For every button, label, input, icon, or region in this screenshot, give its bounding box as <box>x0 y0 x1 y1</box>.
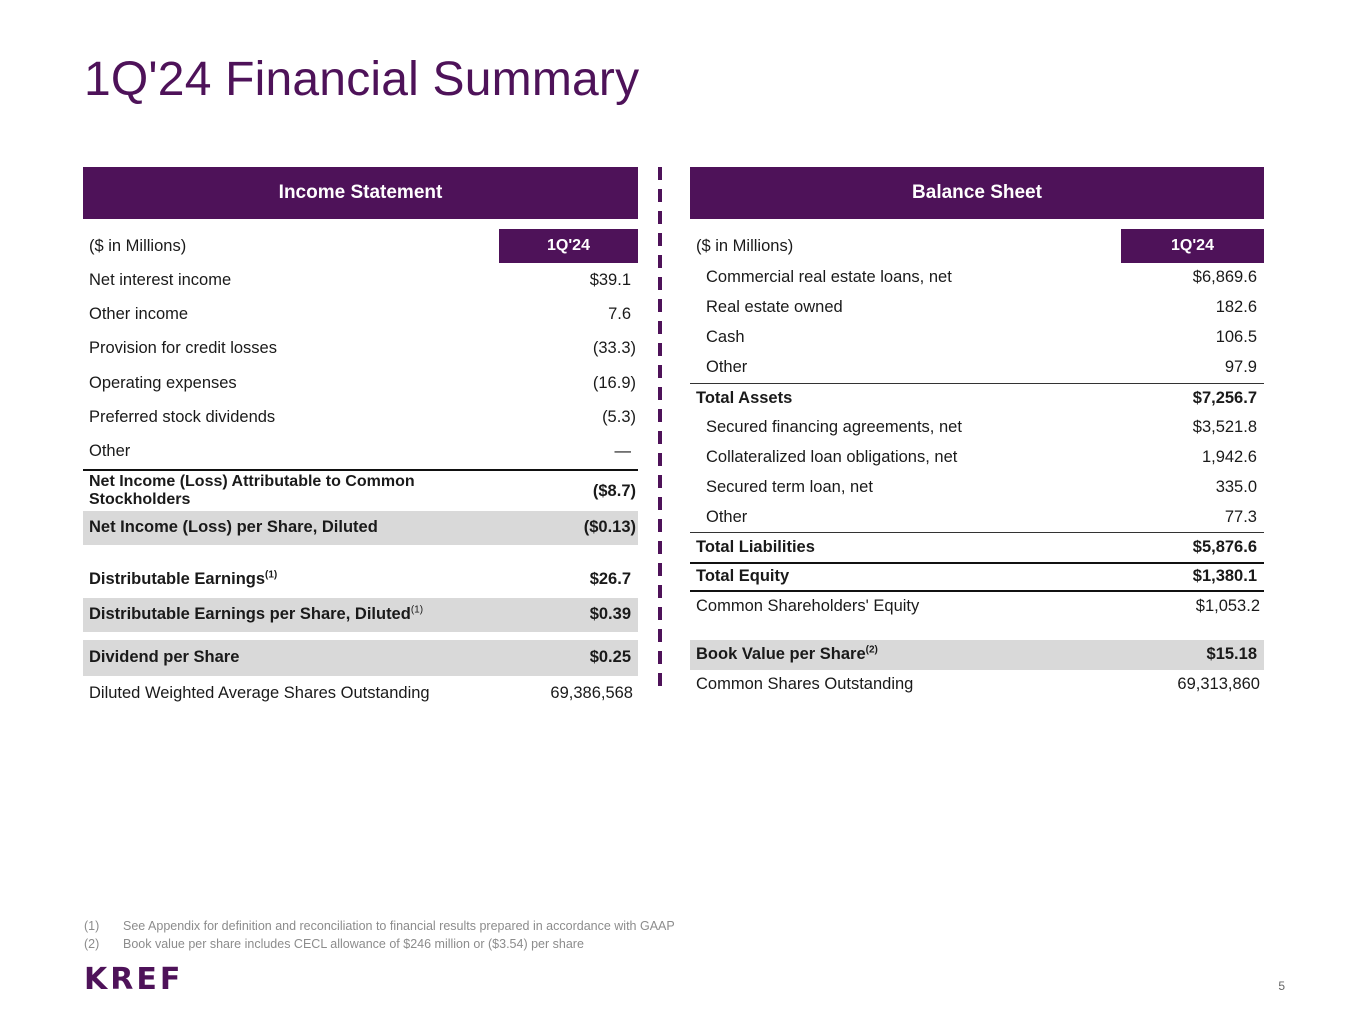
row-value: $0.39 <box>589 605 631 624</box>
row-label: Secured financing agreements, net <box>706 417 962 436</box>
row-label: Net interest income <box>89 270 232 289</box>
table-row <box>690 323 1264 353</box>
table-row <box>690 412 1264 442</box>
net-income-per-share-row <box>83 511 638 545</box>
balance-sheet-rows <box>690 263 1264 700</box>
row-value: $5,876.6 <box>1192 537 1257 556</box>
footnote-marker: (2) <box>865 644 878 656</box>
footnote-marker: (1) <box>265 569 278 581</box>
row-label: Collateralized loan obligations, net <box>706 447 958 466</box>
row-label: Total Assets <box>696 388 793 407</box>
dividend-per-share-row <box>83 640 638 676</box>
row-label: Net Income (Loss) per Share, Diluted <box>89 518 378 537</box>
row-value: (16.9) <box>592 373 636 392</box>
book-value-per-share-row <box>690 640 1264 670</box>
income-statement-panel <box>83 167 638 712</box>
table-row <box>83 366 638 400</box>
table-row <box>690 293 1264 323</box>
table-row <box>83 434 638 468</box>
row-label: Common Shares Outstanding <box>696 675 914 694</box>
row-label: Real estate owned <box>706 298 843 317</box>
row-label: Diluted Weighted Average Shares Outstanding <box>89 684 430 703</box>
unit-label: ($ in Millions) <box>89 236 187 255</box>
income-statement-header: Income Statement <box>83 167 638 219</box>
row-label: Operating expenses <box>89 373 237 392</box>
row-value: $0.25 <box>589 648 631 667</box>
unit-label: ($ in Millions) <box>696 236 794 255</box>
row-label: Other <box>89 442 131 461</box>
footnote-item <box>84 935 675 953</box>
footnote-item <box>84 917 675 935</box>
table-row <box>690 502 1264 532</box>
total-equity-row <box>690 562 1264 592</box>
row-value: $26.7 <box>589 570 631 589</box>
total-assets-row <box>690 383 1264 413</box>
row-label: Other <box>706 507 748 526</box>
row-label <box>83 605 423 624</box>
income-statement-unit-row <box>83 229 638 263</box>
diluted-shares-row <box>83 676 638 712</box>
row-value: 335.0 <box>1215 477 1257 496</box>
distributable-earnings-row <box>83 562 638 598</box>
row-label: Other <box>706 358 748 377</box>
row-label: Secured term loan, net <box>706 477 873 496</box>
table-row <box>690 263 1264 293</box>
common-equity-row <box>690 592 1264 622</box>
row-label: Dividend per Share <box>89 648 240 667</box>
row-label: Provision for credit losses <box>89 339 277 358</box>
table-row <box>83 332 638 366</box>
row-value: (33.3) <box>592 339 636 358</box>
balance-sheet-panel <box>690 167 1264 700</box>
row-label: Commercial real estate loans, net <box>706 268 952 287</box>
row-value: 106.5 <box>1215 328 1257 347</box>
dashed-divider <box>658 167 662 687</box>
row-label: Total Equity <box>696 567 790 586</box>
row-value: $3,521.8 <box>1192 417 1257 436</box>
balance-sheet-header: Balance Sheet <box>690 167 1264 219</box>
footnote-text: Book value per share includes CECL allowance of $246 million or ($3.54) per share <box>123 937 584 951</box>
row-label <box>690 645 878 664</box>
row-value: (5.3) <box>602 407 636 426</box>
row-value: ($0.13) <box>583 518 636 537</box>
period-header: 1Q'24 <box>499 229 638 263</box>
row-value: $7,256.7 <box>1192 388 1257 407</box>
row-value: 97.9 <box>1224 358 1257 377</box>
row-label: Common Shareholders' Equity <box>696 597 920 616</box>
footnote-text: See Appendix for definition and reconciliation to financial results prepared in accordance with GAAP <box>123 919 675 933</box>
row-value: — <box>614 442 631 461</box>
label-text: Distributable Earnings <box>89 570 266 589</box>
income-statement-rows <box>83 263 638 712</box>
table-row <box>690 353 1264 383</box>
footnote-marker: (1) <box>410 604 424 616</box>
label-text: Book Value per Share <box>696 645 866 664</box>
table-row <box>83 297 638 331</box>
row-label: Other income <box>89 304 189 323</box>
total-liabilities-row <box>690 532 1264 562</box>
table-row <box>690 442 1264 472</box>
row-label: Cash <box>706 328 745 347</box>
row-value: 7.6 <box>608 304 631 323</box>
period-header: 1Q'24 <box>1121 229 1264 263</box>
row-value: $39.1 <box>589 270 631 289</box>
footnotes <box>84 917 675 953</box>
row-value: ($8.7) <box>592 481 636 500</box>
row-value: $6,869.6 <box>1192 268 1257 287</box>
row-label: Total Liabilities <box>696 537 815 556</box>
table-row <box>83 400 638 434</box>
page-number: 5 <box>1278 979 1285 993</box>
kref-logo: KREF <box>84 962 184 997</box>
row-value: 182.6 <box>1215 298 1257 317</box>
row-value: $1,053.2 <box>1195 597 1260 616</box>
row-label <box>83 570 277 589</box>
distributable-earnings-per-share-row <box>83 598 638 632</box>
row-label: Preferred stock dividends <box>89 407 276 426</box>
footnote-number: (1) <box>84 919 100 933</box>
row-value: $15.18 <box>1206 645 1257 664</box>
balance-sheet-unit-row <box>690 229 1264 263</box>
row-value: 69,313,860 <box>1177 675 1260 694</box>
common-shares-row <box>690 670 1264 700</box>
page-title: 1Q'24 Financial Summary <box>84 53 640 106</box>
row-value: 69,386,568 <box>550 684 633 703</box>
footnote-number: (2) <box>84 937 100 951</box>
table-row <box>690 472 1264 502</box>
row-label: Net Income (Loss) Attributable to Common Stockholders <box>89 473 415 508</box>
table-row <box>83 263 638 297</box>
row-value: $1,380.1 <box>1192 567 1257 586</box>
label-text: Distributable Earnings per Share, Diluted <box>89 605 411 624</box>
row-value: 1,942.6 <box>1201 447 1257 466</box>
net-income-row <box>83 469 638 511</box>
row-value: 77.3 <box>1224 507 1257 526</box>
